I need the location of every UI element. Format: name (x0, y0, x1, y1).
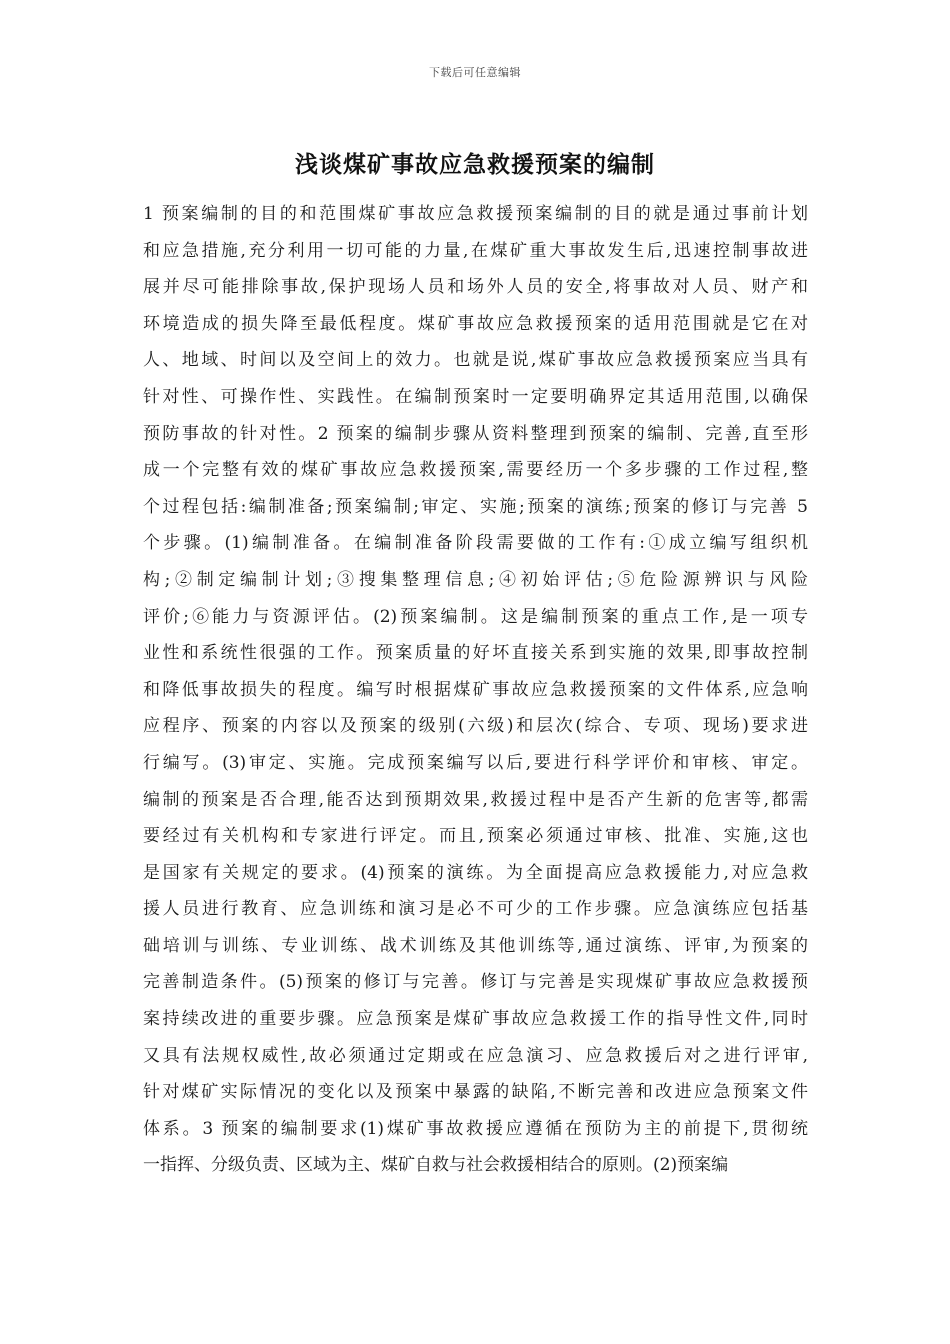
document-body (143, 196, 808, 1184)
body-line: 体系。3 预案的编制要求(1)煤矿事故救援应遵循在预防为主的前提下,贯彻统 (143, 1118, 808, 1139)
body-line: 评价;⑥能力与资源评估。(2)预案编制。这是编制预案的重点工作,是一项专 (143, 606, 808, 627)
body-line: 1 预案编制的目的和范围煤矿事故应急救援预案编制的目的就是通过事前计划 (143, 204, 808, 224)
header-note: 下载后可任意编辑 (429, 66, 521, 79)
body-line: 援人员进行教育、应急训练和演习是必不可少的工作步骤。应急演练应包括基 (143, 899, 808, 920)
body-line: 个步骤。(1)编制准备。在编制准备阶段需要做的工作有:①成立编写组织机 (143, 533, 808, 554)
body-line: 预防事故的针对性。2 预案的编制步骤从资料整理到预案的编制、完善,直至形 (143, 423, 808, 444)
body-line: 完善制造条件。(5)预案的修订与完善。修订与完善是实现煤矿事故应急救援预 (143, 972, 808, 993)
body-line: 针对煤矿实际情况的变化以及预案中暴露的缺陷,不断完善和改进应急预案文件 (143, 1082, 808, 1103)
body-line: 要经过有关机构和专家进行评定。而且,预案必须通过审核、批准、实施,这也 (143, 826, 808, 847)
body-line: 础培训与训练、专业训练、战术训练及其他训练等,通过演练、评审,为预案的 (143, 935, 808, 956)
body-line: 业性和系统性很强的工作。预案质量的好坏直接关系到实施的效果,即事故控制 (143, 643, 808, 664)
body-line: 一指挥、分级负责、区域为主、煤矿自救与社会救援相结合的原则。(2)预案编 (143, 1155, 729, 1176)
body-line: 针对性、可操作性、实践性。在编制预案时一定要明确界定其适用范围,以确保 (143, 386, 808, 407)
body-line: 环境造成的损失降至最低程度。煤矿事故应急救援预案的适用范围就是它在对 (143, 313, 808, 334)
body-line: 展并尽可能排除事故,保护现场人员和场外人员的安全,将事故对人员、财产和 (143, 277, 808, 298)
body-line: 人、地域、时间以及空间上的效力。也就是说,煤矿事故应急救援预案应当具有 (143, 350, 808, 371)
body-line: 个过程包括:编制准备;预案编制;审定、实施;预案的演练;预案的修订与完善 5 (143, 496, 808, 517)
body-line: 应程序、预案的内容以及预案的级别(六级)和层次(综合、专项、现场)要求进 (143, 716, 808, 737)
body-line: 又具有法规权威性,故必须通过定期或在应急演习、应急救援后对之进行评审, (143, 1045, 808, 1066)
body-line: 是国家有关规定的要求。(4)预案的演练。为全面提高应急救援能力,对应急救 (143, 862, 808, 883)
body-line: 案持续改进的重要步骤。应急预案是煤矿事故应急救援工作的指导性文件,同时 (143, 1009, 808, 1030)
body-line: 和应急措施,充分利用一切可能的力量,在煤矿重大事故发生后,迅速控制事故进 (143, 240, 808, 261)
body-line: 和降低事故损失的程度。编写时根据煤矿事故应急救援预案的文件体系,应急响 (143, 679, 808, 700)
document-title: 浅谈煤矿事故应急救援预案的编制 (295, 152, 655, 178)
body-line: 构;②制定编制计划;③搜集整理信息;④初始评估;⑤危险源辨识与风险 (143, 569, 808, 590)
body-line: 行编写。(3)审定、实施。完成预案编写以后,要进行科学评价和审核、审定。 (143, 752, 808, 773)
body-line: 编制的预案是否合理,能否达到预期效果,救援过程中是否产生新的危害等,都需 (143, 789, 808, 810)
body-line: 成一个完整有效的煤矿事故应急救援预案,需要经历一个多步骤的工作过程,整 (143, 460, 808, 481)
